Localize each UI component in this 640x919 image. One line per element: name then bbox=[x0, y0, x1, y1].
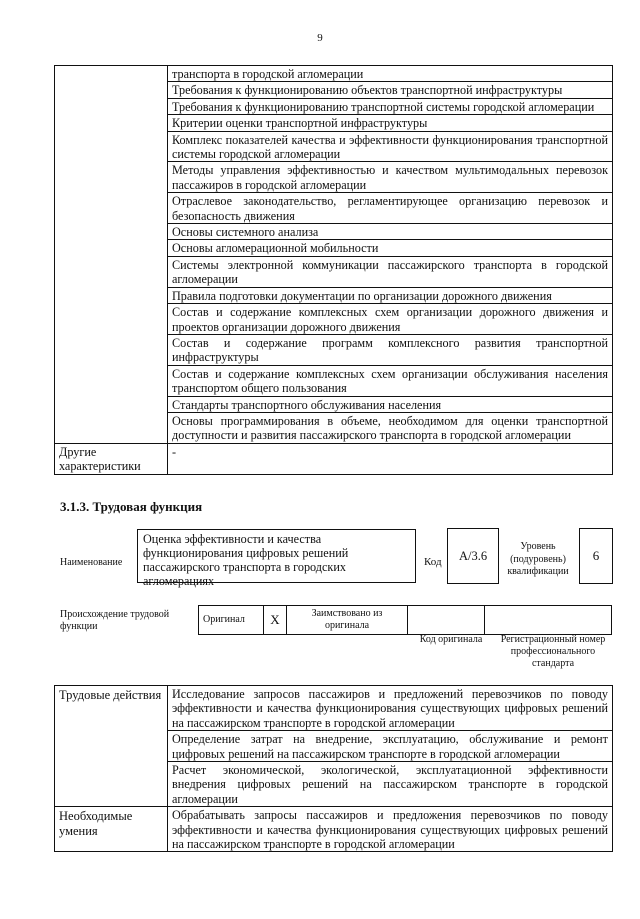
labor-action-item: Расчет экономической, экологической, эксплуатационной эффективности внедрения цифровых решений на пассажирском транспорте в городской агломерации bbox=[168, 762, 613, 807]
knowledge-item: Требования к функционированию транспортной системы городской агломерации bbox=[168, 98, 613, 114]
skills-label: Необходимые умения bbox=[55, 807, 168, 852]
borrowed-label: Заимствовано из оригинала bbox=[287, 606, 408, 635]
knowledge-label-cell bbox=[55, 66, 168, 444]
other-characteristics-label: Другие характеристики bbox=[55, 443, 168, 474]
code-label: Код bbox=[424, 556, 442, 568]
origin-code-caption: Код оригинала bbox=[419, 634, 483, 645]
knowledge-item: Стандарты транспортного обслуживания населения bbox=[168, 396, 613, 412]
labor-action-item: Исследование запросов пассажиров и предложений перевозчиков по поводу эффективности и качества функционирования существующих цифровых решений на пассажирском транспорте в городской агломерации bbox=[168, 686, 613, 731]
page-number: 9 bbox=[317, 32, 323, 44]
knowledge-item: Требования к функционированию объектов транспортной инфраструктуры bbox=[168, 82, 613, 98]
origin-label: Происхождение трудовой функции bbox=[60, 609, 170, 632]
origin-code-cell bbox=[408, 606, 485, 635]
section-title: 3.1.3. Трудовая функция bbox=[60, 499, 203, 514]
knowledge-item: Основы системного анализа bbox=[168, 224, 613, 240]
code-value: А/3.6 bbox=[447, 528, 499, 584]
knowledge-item: Критерии оценки транспортной инфраструктуры bbox=[168, 115, 613, 131]
knowledge-item: Отраслевое законодательство, регламентирующее организацию перевозок и безопасность движения bbox=[168, 193, 613, 224]
knowledge-item: Методы управления эффективностью и качеством мультимодальных перевозок пассажиров в городской агломерации bbox=[168, 162, 613, 193]
name-label: Наименование bbox=[60, 557, 123, 568]
labor-actions-label: Трудовые действия bbox=[55, 686, 168, 807]
other-characteristics-value: - bbox=[168, 443, 613, 474]
knowledge-table bbox=[54, 65, 613, 475]
knowledge-item: Состав и содержание программ комплексного развития транспортной инфраструктуры bbox=[168, 334, 613, 365]
skill-item: Обрабатывать запросы пассажиров и предложения перевозчиков по поводу эффективности и качества функционирования существующих цифровых решений на пассажирском транспорте в городской агломерации bbox=[168, 807, 613, 852]
actions-table bbox=[54, 685, 613, 852]
qualification-level-label: Уровень (подуровень) квалификации bbox=[507, 541, 569, 577]
knowledge-item: Системы электронной коммуникации пассажирского транспорта в городской агломерации bbox=[168, 256, 613, 287]
knowledge-item: Основы агломерационной мобильности bbox=[168, 240, 613, 256]
knowledge-item: Комплекс показателей качества и эффективности функционирования транспортной системы городской агломерации bbox=[168, 131, 613, 162]
knowledge-item: Основы программирования в объеме, необходимом для оценки транспортной доступности и развития пассажирского транспорта в городской агломерации bbox=[168, 412, 613, 443]
labor-action-item: Определение затрат на внедрение, эксплуатацию, обслуживание и ремонт цифровых решений на пассажирском транспорте в городской агломерации bbox=[168, 731, 613, 762]
knowledge-item: транспорта в городской агломерации bbox=[168, 66, 613, 82]
knowledge-item: Состав и содержание комплексных схем организации дорожного движения и проектов организации дорожного движения bbox=[168, 304, 613, 335]
registration-number-cell bbox=[485, 606, 612, 635]
original-label: Оригинал bbox=[199, 606, 264, 635]
origin-table bbox=[198, 605, 612, 635]
knowledge-item: Состав и содержание комплексных схем организации обслуживания населения транспортом общего пользования bbox=[168, 365, 613, 396]
original-mark: X bbox=[264, 606, 287, 635]
function-name-box: Оценка эффективности и качества функционирования цифровых решений пассажирского транспорта в городских агломерациях bbox=[137, 529, 416, 583]
qualification-level-value: 6 bbox=[579, 528, 613, 584]
registration-number-caption: Регистрационный номер профессионального стандарта bbox=[500, 634, 606, 669]
knowledge-item: Правила подготовки документации по организации дорожного движения bbox=[168, 287, 613, 303]
